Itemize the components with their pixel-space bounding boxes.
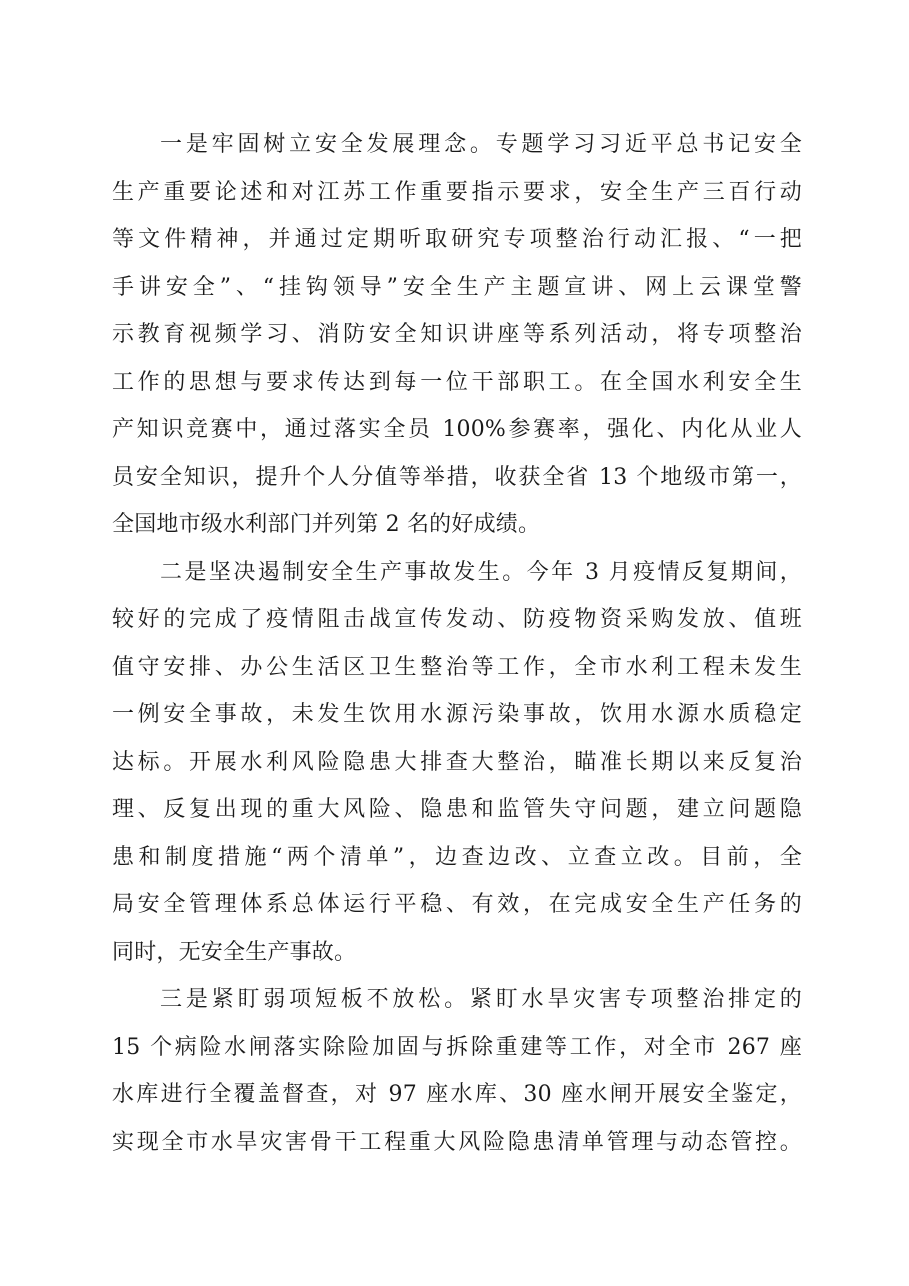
paragraph-line: 生产重要论述和对江苏工作重要指示要求，安全生产三百行动 [112,179,802,205]
paragraph-line: 产知识竞赛中，通过落实全员 100%参赛率，强化、内化从业人 [112,417,802,442]
paragraph-line: 工作的思想与要求传达到每一位干部职工。在全国水利安全生 [112,369,802,395]
paragraph-line: 实现全市水旱灾害骨干工程重大风险隐患清单管理与动态管控。 [112,1129,802,1155]
paragraph-line: 达标。开展水利风险隐患大排查大整治，瞄准长期以来反复治 [112,749,802,775]
paragraph-line: 同时，无安全生产事故。 [112,939,357,965]
paragraph-2 [112,549,802,977]
paragraph-3 [112,976,802,1166]
paragraph-line: 三是紧盯弱项短板不放松。紧盯水旱灾害专项整治排定的 [160,987,802,1012]
paragraph-line: 一是牢固树立安全发展理念。专题学习习近平总书记安全 [160,132,802,157]
paragraph-line: 员安全知识，提升个人分值等举措，收获全省 13 个地级市第一， [112,464,802,490]
document-body [112,121,802,1166]
paragraph-line: 手讲安全”、“挂钩领导”安全生产主题宣讲、网上云课堂警 [112,274,802,300]
paragraph-line: 一例安全事故，未发生饮用水源污染事故，饮用水源水质稳定 [112,702,802,727]
paragraph-line: 理、反复出现的重大风险、隐患和监管失守问题，建立问题隐 [112,797,802,822]
paragraph-1 [112,121,802,549]
paragraph-line: 较好的完成了疫情阻击战宣传发动、防疫物资采购发放、值班 [112,607,802,632]
paragraph-line: 患和制度措施“两个清单”，边查边改、立查立改。目前，全 [112,844,802,870]
paragraph-line: 全国地市级水利部门并列第 2 名的好成绩。 [112,512,541,537]
paragraph-line: 示教育视频学习、消防安全知识讲座等系列活动，将专项整治 [112,322,802,347]
paragraph-line: 水库进行全覆盖督查，对 97 座水库、30 座水闸开展安全鉴定， [112,1082,802,1107]
paragraph-line: 值守安排、办公生活区卫生整治等工作，全市水利工程未发生 [112,654,802,680]
paragraph-line: 等文件精神，并通过定期听取研究专项整治行动汇报、“一把 [112,227,802,252]
paragraph-line: 局安全管理体系总体运行平稳、有效，在完成安全生产任务的 [112,892,802,917]
paragraph-line: 二是坚决遏制安全生产事故发生。今年 3 月疫情反复期间， [160,559,802,585]
paragraph-line: 15 个病险水闸落实除险加固与拆除重建等工作，对全市 267 座 [112,1034,802,1060]
